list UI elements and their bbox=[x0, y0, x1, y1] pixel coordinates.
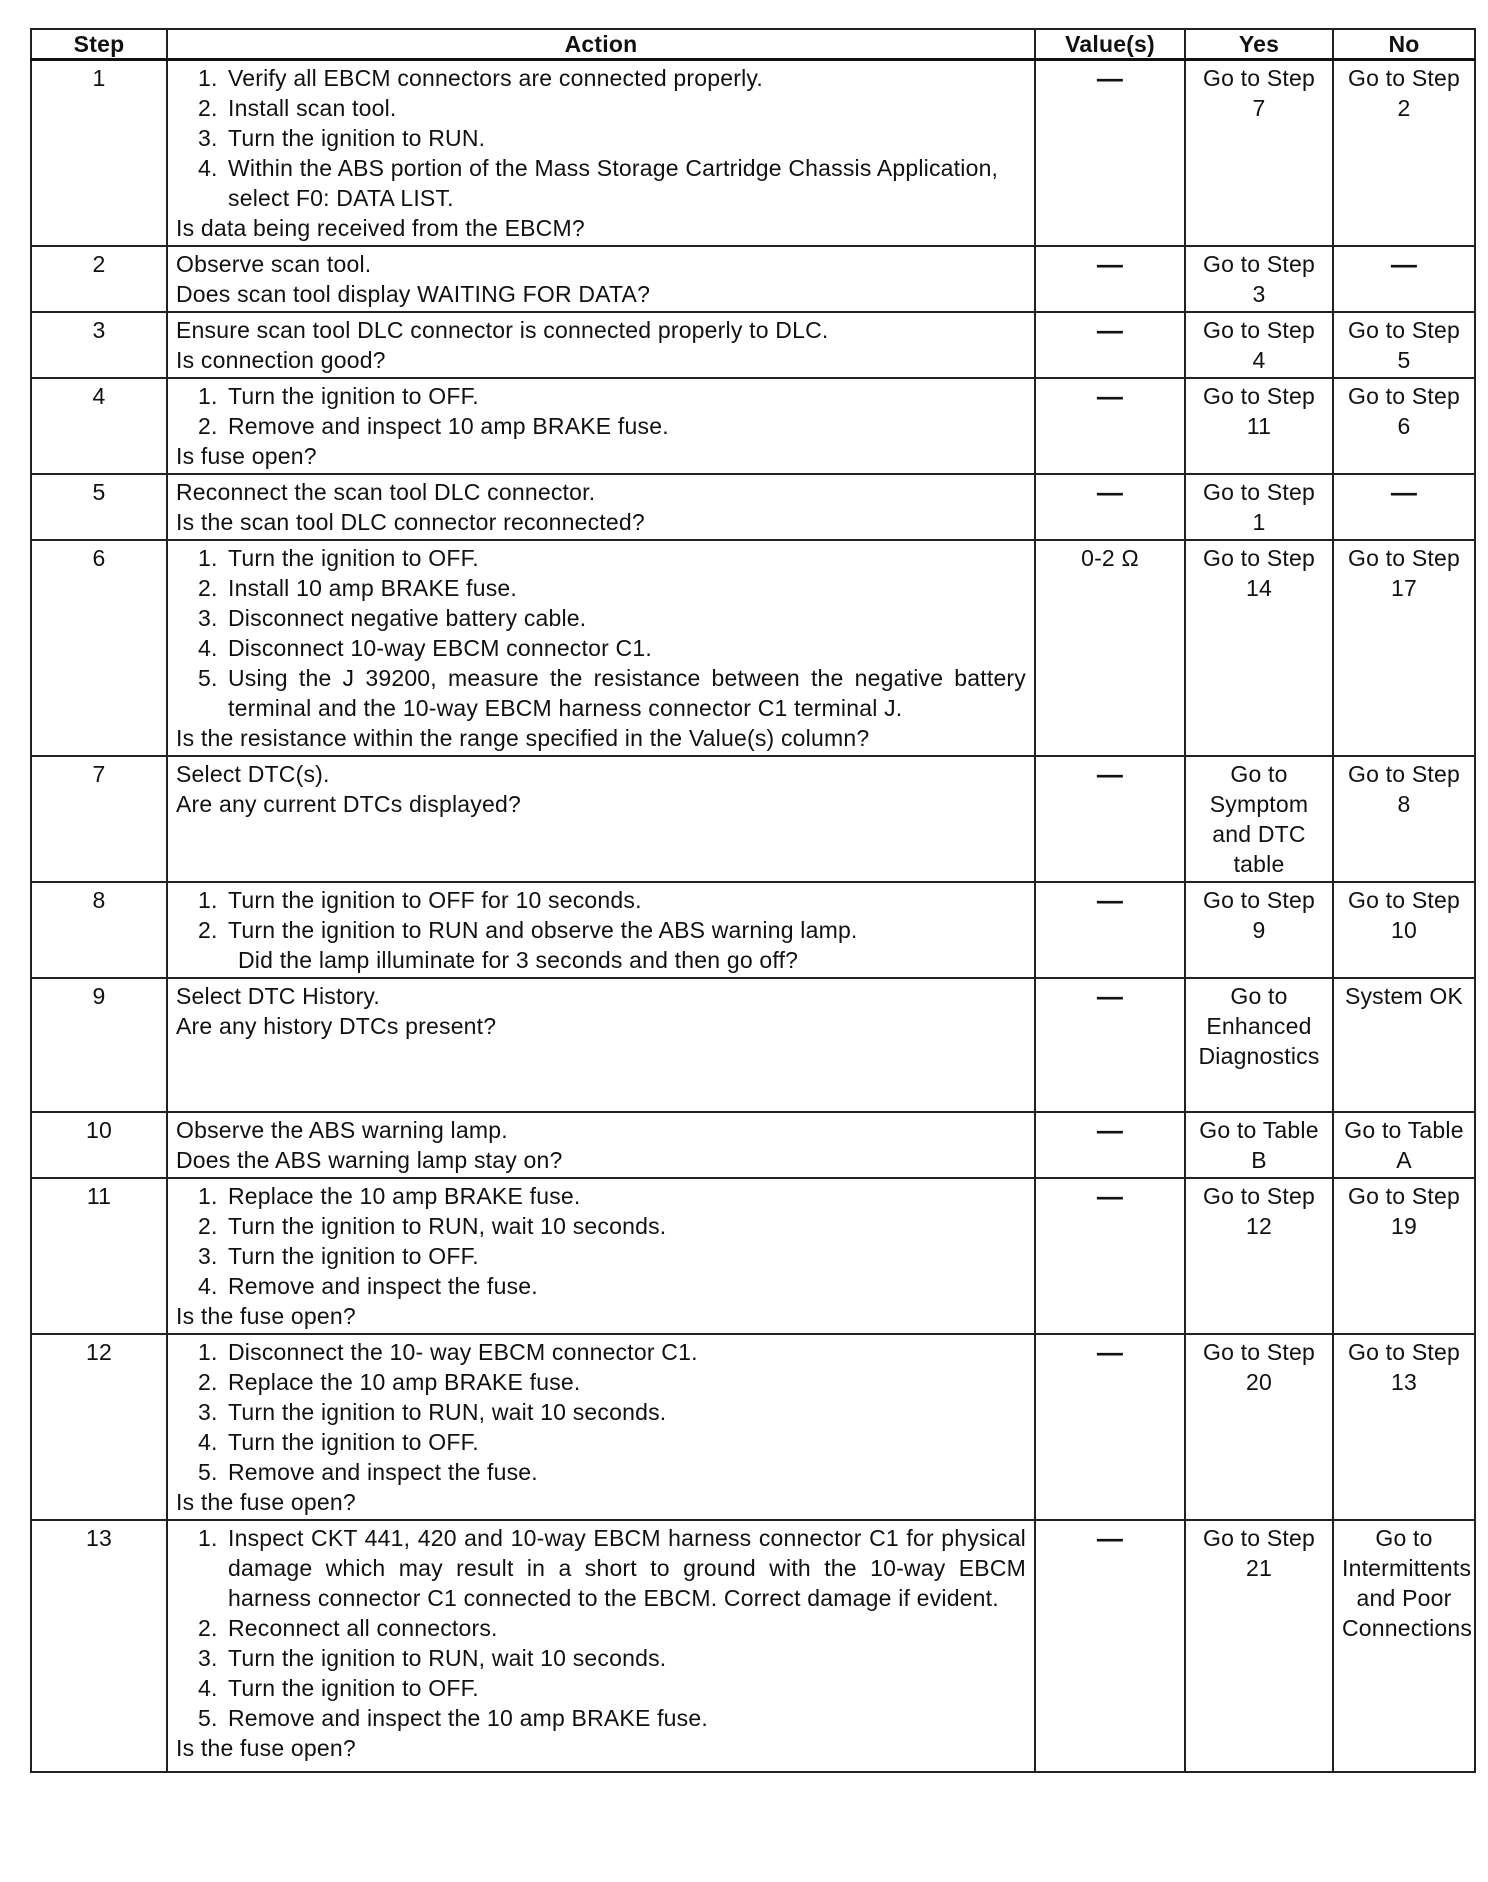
value-cell: — bbox=[1035, 60, 1185, 247]
item-number: 1. bbox=[198, 65, 218, 91]
no-cell: Go to Step 6 bbox=[1333, 378, 1475, 474]
no-cell: System OK bbox=[1333, 978, 1475, 1112]
header-values: Value(s) bbox=[1035, 29, 1185, 60]
item-text: Install scan tool. bbox=[228, 95, 397, 121]
yes-cell: Go to Step 7 bbox=[1185, 60, 1333, 247]
value-cell: — bbox=[1035, 756, 1185, 882]
value-cell: 0-2 Ω bbox=[1035, 540, 1185, 756]
action-item bbox=[198, 573, 1026, 603]
action-question: Is connection good? bbox=[176, 347, 386, 373]
no-cell: Go to Step 13 bbox=[1333, 1334, 1475, 1520]
action-instruction: Select DTC History. bbox=[176, 983, 381, 1009]
action-item bbox=[198, 1427, 1026, 1457]
item-text: Reconnect all connectors. bbox=[228, 1615, 498, 1641]
value-cell: — bbox=[1035, 378, 1185, 474]
value-cell: — bbox=[1035, 312, 1185, 378]
action-list bbox=[176, 885, 1026, 945]
value-cell: — bbox=[1035, 246, 1185, 312]
action-question: Are any current DTCs displayed? bbox=[176, 791, 521, 817]
action-instruction: Observe the ABS warning lamp. bbox=[176, 1117, 508, 1143]
no-cell: Go to Step 8 bbox=[1333, 756, 1475, 882]
item-text: Remove and inspect the fuse. bbox=[228, 1459, 538, 1485]
action-question: Are any history DTCs present? bbox=[176, 1013, 497, 1039]
action-instruction: Observe scan tool. bbox=[176, 251, 372, 277]
no-cell: Go to Table A bbox=[1333, 1112, 1475, 1178]
value-cell: — bbox=[1035, 1178, 1185, 1334]
action-item bbox=[198, 1211, 1026, 1241]
no-cell: — bbox=[1333, 246, 1475, 312]
header-no: No bbox=[1333, 29, 1475, 60]
action-item bbox=[198, 1703, 1026, 1733]
action-list bbox=[176, 1523, 1026, 1733]
step-number: 12 bbox=[31, 1334, 167, 1520]
action-question: Does the ABS warning lamp stay on? bbox=[176, 1147, 563, 1173]
item-number: 4. bbox=[198, 155, 218, 181]
yes-cell: Go to Step 11 bbox=[1185, 378, 1333, 474]
item-number: 4. bbox=[198, 1429, 218, 1455]
action-item bbox=[198, 1613, 1026, 1643]
item-number: 4. bbox=[198, 1273, 218, 1299]
item-number: 1. bbox=[198, 1339, 218, 1365]
header-row bbox=[31, 29, 1475, 60]
step-number: 13 bbox=[31, 1520, 167, 1772]
action-list bbox=[176, 1337, 1026, 1487]
diagnostic-table bbox=[30, 28, 1476, 1773]
action-instruction: Ensure scan tool DLC connector is connected properly to DLC. bbox=[176, 317, 829, 343]
yes-cell: Go to Enhanced Diagnostics bbox=[1185, 978, 1333, 1112]
item-number: 2. bbox=[198, 95, 218, 121]
item-number: 1. bbox=[198, 887, 218, 913]
value-cell: — bbox=[1035, 474, 1185, 540]
action-cell bbox=[167, 312, 1035, 378]
item-text: Turn the ignition to OFF. bbox=[228, 1429, 479, 1455]
step-number: 8 bbox=[31, 882, 167, 978]
table-row bbox=[31, 312, 1475, 378]
action-cell bbox=[167, 1334, 1035, 1520]
yes-cell: Go to Step 4 bbox=[1185, 312, 1333, 378]
no-cell: — bbox=[1333, 474, 1475, 540]
action-question: Is the fuse open? bbox=[176, 1303, 356, 1329]
action-list bbox=[176, 1181, 1026, 1301]
action-item bbox=[198, 1367, 1026, 1397]
action-item bbox=[198, 1643, 1026, 1673]
item-number: 3. bbox=[198, 1399, 218, 1425]
item-text: Disconnect 10-way EBCM connector C1. bbox=[228, 635, 652, 661]
item-number: 2. bbox=[198, 413, 218, 439]
action-instruction: Reconnect the scan tool DLC connector. bbox=[176, 479, 596, 505]
step-number: 5 bbox=[31, 474, 167, 540]
item-text: Remove and inspect 10 amp BRAKE fuse. bbox=[228, 413, 669, 439]
table-row bbox=[31, 1334, 1475, 1520]
item-text: Turn the ignition to RUN and observe the ABS warning lamp. bbox=[228, 917, 858, 943]
item-text: Verify all EBCM connectors are connected properly. bbox=[228, 65, 763, 91]
action-cell bbox=[167, 1112, 1035, 1178]
yes-cell: Go to Symptom and DTC table bbox=[1185, 756, 1333, 882]
action-cell bbox=[167, 474, 1035, 540]
action-cell bbox=[167, 1178, 1035, 1334]
action-item bbox=[198, 1181, 1026, 1211]
item-text: Remove and inspect the 10 amp BRAKE fuse. bbox=[228, 1705, 708, 1731]
no-cell: Go to Step 2 bbox=[1333, 60, 1475, 247]
table-row bbox=[31, 474, 1475, 540]
table-row bbox=[31, 882, 1475, 978]
no-cell: Go to Intermittents and Poor Connections bbox=[1333, 1520, 1475, 1772]
item-number: 5. bbox=[198, 665, 218, 691]
item-number: 3. bbox=[198, 125, 218, 151]
action-item bbox=[198, 543, 1026, 573]
action-cell bbox=[167, 882, 1035, 978]
action-item bbox=[198, 153, 1026, 213]
action-question: Does scan tool display WAITING FOR DATA? bbox=[176, 281, 651, 307]
yes-cell: Go to Step 21 bbox=[1185, 1520, 1333, 1772]
diagnostic-table-page bbox=[30, 28, 1474, 1773]
no-cell: Go to Step 19 bbox=[1333, 1178, 1475, 1334]
yes-cell: Go to Step 20 bbox=[1185, 1334, 1333, 1520]
action-cell bbox=[167, 978, 1035, 1112]
item-number: 5. bbox=[198, 1705, 218, 1731]
step-number: 7 bbox=[31, 756, 167, 882]
item-text: Install 10 amp BRAKE fuse. bbox=[228, 575, 518, 601]
no-cell: Go to Step 10 bbox=[1333, 882, 1475, 978]
item-text: Using the J 39200, measure the resistance between the negative battery terminal and the 10-way EBCM harness connector C1 terminal J. bbox=[228, 665, 1026, 721]
item-text: Replace the 10 amp BRAKE fuse. bbox=[228, 1183, 581, 1209]
action-item bbox=[198, 123, 1026, 153]
action-item bbox=[198, 633, 1026, 663]
action-item bbox=[198, 663, 1026, 723]
item-number: 2. bbox=[198, 917, 218, 943]
action-item bbox=[198, 63, 1026, 93]
item-text: Turn the ignition to OFF. bbox=[228, 1243, 479, 1269]
value-cell: — bbox=[1035, 1112, 1185, 1178]
item-text: Turn the ignition to OFF for 10 seconds. bbox=[228, 887, 642, 913]
action-item bbox=[198, 885, 1026, 915]
item-text: Disconnect the 10- way EBCM connector C1. bbox=[228, 1339, 698, 1365]
item-number: 2. bbox=[198, 1213, 218, 1239]
action-question: Is the scan tool DLC connector reconnected? bbox=[176, 509, 645, 535]
table-row bbox=[31, 978, 1475, 1112]
action-item bbox=[198, 915, 1026, 945]
action-question: Is the fuse open? bbox=[176, 1489, 356, 1515]
table-row bbox=[31, 246, 1475, 312]
item-text: Turn the ignition to OFF. bbox=[228, 383, 479, 409]
item-number: 3. bbox=[198, 605, 218, 631]
action-item bbox=[198, 381, 1026, 411]
table-row bbox=[31, 540, 1475, 756]
yes-cell: Go to Step 14 bbox=[1185, 540, 1333, 756]
item-number: 3. bbox=[198, 1243, 218, 1269]
action-cell bbox=[167, 60, 1035, 247]
value-cell: — bbox=[1035, 978, 1185, 1112]
table-row bbox=[31, 1178, 1475, 1334]
table-row bbox=[31, 60, 1475, 247]
action-list bbox=[176, 381, 1026, 441]
item-text: Turn the ignition to RUN. bbox=[228, 125, 486, 151]
action-item bbox=[198, 411, 1026, 441]
item-text: Turn the ignition to OFF. bbox=[228, 1675, 479, 1701]
value-cell: — bbox=[1035, 882, 1185, 978]
step-number: 10 bbox=[31, 1112, 167, 1178]
item-text: Within the ABS portion of the Mass Storage Cartridge Chassis Application, select F0: DATA LIST. bbox=[228, 155, 999, 211]
item-number: 2. bbox=[198, 1615, 218, 1641]
action-item bbox=[198, 93, 1026, 123]
action-cell bbox=[167, 540, 1035, 756]
action-item bbox=[198, 1457, 1026, 1487]
item-text: Disconnect negative battery cable. bbox=[228, 605, 587, 631]
action-question: Did the lamp illuminate for 3 seconds and then go off? bbox=[238, 947, 799, 973]
item-number: 3. bbox=[198, 1645, 218, 1671]
item-number: 2. bbox=[198, 1369, 218, 1395]
item-number: 1. bbox=[198, 383, 218, 409]
no-cell: Go to Step 5 bbox=[1333, 312, 1475, 378]
yes-cell: Go to Table B bbox=[1185, 1112, 1333, 1178]
yes-cell: Go to Step 12 bbox=[1185, 1178, 1333, 1334]
item-text: Turn the ignition to OFF. bbox=[228, 545, 479, 571]
action-list bbox=[176, 63, 1026, 213]
table-row bbox=[31, 756, 1475, 882]
header-step: Step bbox=[31, 29, 167, 60]
value-cell: — bbox=[1035, 1334, 1185, 1520]
item-text: Inspect CKT 441, 420 and 10-way EBCM harness connector C1 for physical damage which may result in a short to ground with the 10-way EBCM harness connector C1 connected to the EBCM. Correct damage if evident. bbox=[228, 1525, 1026, 1611]
step-number: 3 bbox=[31, 312, 167, 378]
step-number: 6 bbox=[31, 540, 167, 756]
action-item bbox=[198, 1523, 1026, 1613]
yes-cell: Go to Step 3 bbox=[1185, 246, 1333, 312]
action-item bbox=[198, 1241, 1026, 1271]
action-cell bbox=[167, 1520, 1035, 1772]
action-cell bbox=[167, 378, 1035, 474]
no-cell: Go to Step 17 bbox=[1333, 540, 1475, 756]
action-list bbox=[176, 543, 1026, 723]
table-row bbox=[31, 1112, 1475, 1178]
table-row bbox=[31, 378, 1475, 474]
action-item bbox=[198, 1337, 1026, 1367]
action-cell bbox=[167, 246, 1035, 312]
item-number: 4. bbox=[198, 635, 218, 661]
item-text: Turn the ignition to RUN, wait 10 seconds. bbox=[228, 1213, 667, 1239]
action-item bbox=[198, 603, 1026, 633]
step-number: 1 bbox=[31, 60, 167, 247]
yes-cell: Go to Step 9 bbox=[1185, 882, 1333, 978]
item-text: Turn the ignition to RUN, wait 10 seconds. bbox=[228, 1645, 667, 1671]
action-instruction: Select DTC(s). bbox=[176, 761, 330, 787]
action-item bbox=[198, 1673, 1026, 1703]
value-cell: — bbox=[1035, 1520, 1185, 1772]
step-number: 9 bbox=[31, 978, 167, 1112]
item-number: 1. bbox=[198, 545, 218, 571]
header-yes: Yes bbox=[1185, 29, 1333, 60]
item-number: 4. bbox=[198, 1675, 218, 1701]
step-number: 2 bbox=[31, 246, 167, 312]
item-number: 1. bbox=[198, 1183, 218, 1209]
item-number: 2. bbox=[198, 575, 218, 601]
item-text: Turn the ignition to RUN, wait 10 seconds. bbox=[228, 1399, 667, 1425]
table-body bbox=[31, 60, 1475, 1773]
action-item bbox=[198, 1271, 1026, 1301]
action-item bbox=[198, 1397, 1026, 1427]
header-action: Action bbox=[167, 29, 1035, 60]
table-row bbox=[31, 1520, 1475, 1772]
action-cell bbox=[167, 756, 1035, 882]
item-text: Remove and inspect the fuse. bbox=[228, 1273, 538, 1299]
action-question: Is the resistance within the range specified in the Value(s) column? bbox=[176, 725, 870, 751]
step-number: 11 bbox=[31, 1178, 167, 1334]
action-question: Is fuse open? bbox=[176, 443, 317, 469]
step-number: 4 bbox=[31, 378, 167, 474]
item-text: Replace the 10 amp BRAKE fuse. bbox=[228, 1369, 581, 1395]
item-number: 1. bbox=[198, 1525, 218, 1551]
action-question: Is data being received from the EBCM? bbox=[176, 215, 585, 241]
action-question: Is the fuse open? bbox=[176, 1735, 356, 1761]
yes-cell: Go to Step 1 bbox=[1185, 474, 1333, 540]
item-number: 5. bbox=[198, 1459, 218, 1485]
